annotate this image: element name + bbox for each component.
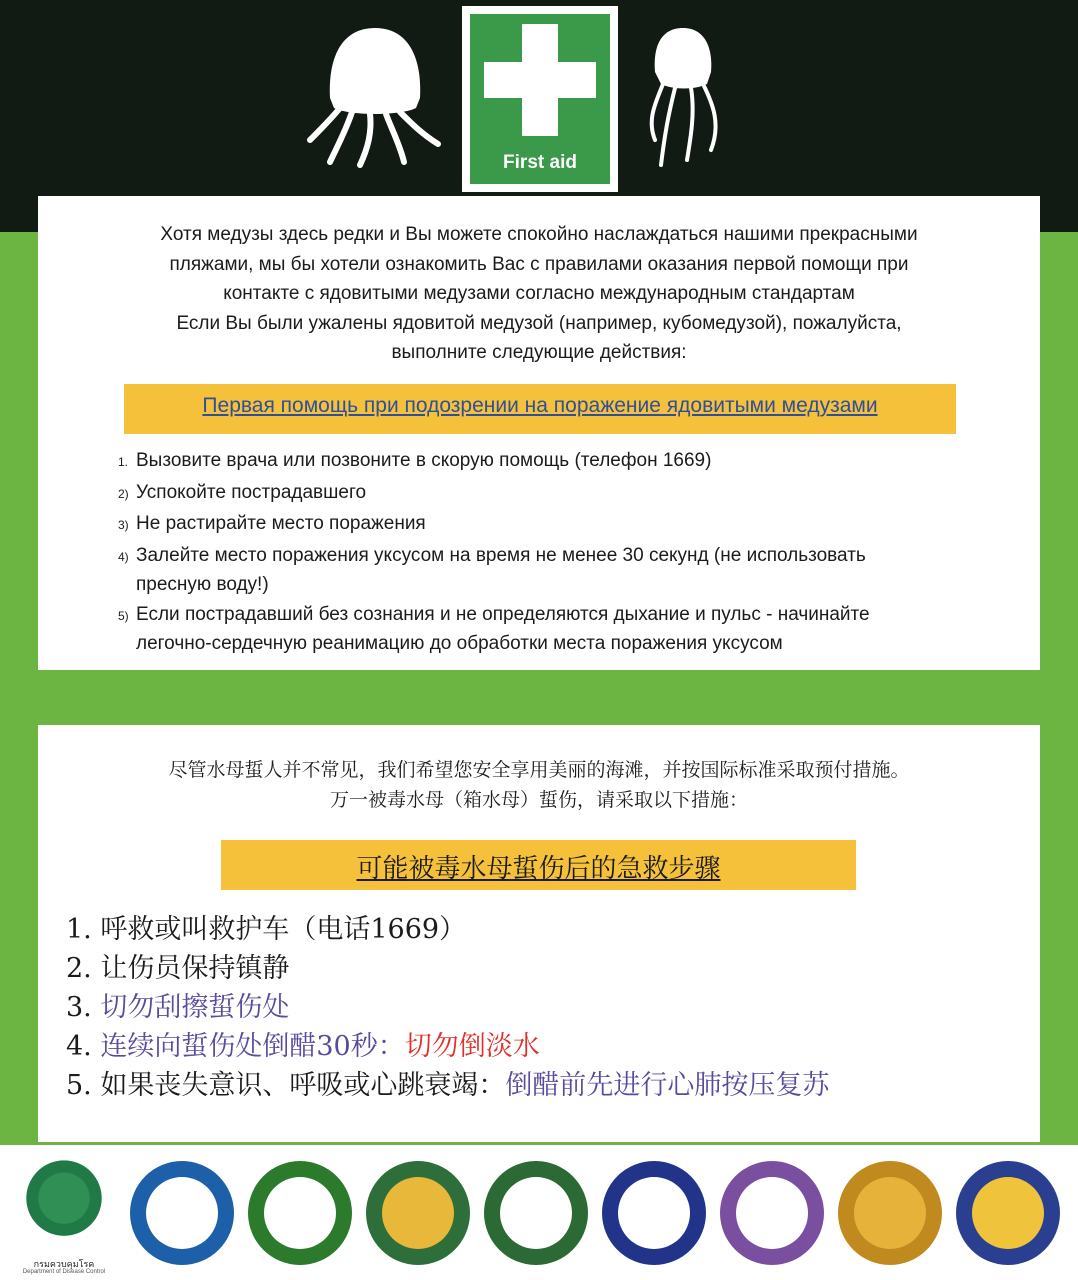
chinese-panel — [38, 725, 1040, 1142]
list-item — [66, 910, 1026, 949]
intro-line: 尽管水母蜇人并不常见，我们希望您安全享用美丽的海滩，并按国际标准采取预付措施。 — [168, 759, 910, 781]
national-parks-emblem — [362, 1157, 474, 1269]
list-item — [66, 1066, 1026, 1105]
step-text-continued: легочно-сердечную реанимацию до обработки места поражения уксусом — [136, 633, 783, 654]
list-item — [118, 600, 1018, 659]
marine-coastal-resources-emblem — [126, 1157, 238, 1269]
step-warning: 切勿倒淡水 — [404, 1031, 540, 1062]
first-aid-label: First aid — [503, 152, 577, 173]
local-administration-emblem — [480, 1157, 592, 1269]
step-number: 1. — [118, 455, 129, 469]
step-text: 呼救或叫救护车（电话1669） — [100, 914, 467, 945]
step-number: 4. — [66, 1031, 101, 1062]
step-text: 连续向蜇伤处倒醋30秒： — [100, 1031, 405, 1062]
intro-line: Если Вы были ужалены ядовитой медузой (например, кубомедузой), пожалуйста, — [176, 312, 902, 334]
step-number: 3. — [66, 992, 101, 1023]
first-aid-panel — [470, 14, 610, 184]
step-number: 2) — [118, 486, 129, 501]
list-item — [118, 478, 1018, 510]
step-text: 切勿刮擦蜇伤处 — [100, 992, 290, 1023]
chinese-steps — [66, 910, 1026, 1105]
chinese-banner — [221, 840, 856, 890]
step-text-continued: пресную воду!) — [136, 574, 269, 595]
intro-line: 万一被毒水母（箱水母）蜇伤，请采取以下措施： — [329, 789, 748, 811]
jellyfish-right-icon — [635, 20, 730, 170]
russian-banner — [124, 384, 956, 434]
logo-caption: กรมควบคุมโรค — [33, 1259, 95, 1269]
provincial-organization-emblem — [598, 1157, 710, 1269]
list-item — [66, 1027, 1026, 1066]
burapha-university-emblem — [834, 1157, 946, 1269]
step-text: 让伤员保持镇静 — [100, 953, 290, 984]
step-number: 1. — [66, 914, 101, 945]
intro-line: выполните следующие действия: — [391, 342, 687, 363]
step-text: Вызовите врача или позвоните в скорую помощь (телефон 1669) — [136, 450, 712, 471]
russian-panel — [38, 196, 1040, 670]
step-emphasis: 倒醋前先进行心肺按压复苏 — [505, 1070, 830, 1101]
partner-logos-strip — [0, 1145, 1078, 1280]
step-number: 3) — [118, 518, 129, 532]
step-text: 如果丧失意识、呼吸或心跳衰竭： — [100, 1070, 506, 1101]
chiang-mai-university-emblem — [716, 1157, 828, 1269]
list-item — [118, 446, 1018, 478]
russian-steps — [118, 446, 1018, 659]
step-text: Успокойте пострадавшего — [136, 481, 367, 503]
step-number: 2. — [66, 953, 101, 984]
intro-line: контакте с ядовитыми медузами согласно международным стандартам — [223, 283, 855, 304]
step-number: 5) — [118, 608, 129, 623]
list-item — [66, 949, 1026, 988]
navy-anchor-emblem — [244, 1157, 356, 1269]
jellyfish-left-icon — [300, 20, 450, 170]
mahidol-university-emblem — [952, 1157, 1064, 1269]
step-number: 4) — [118, 549, 129, 564]
chinese-intro — [58, 755, 1020, 815]
step-text: Залейте место поражения уксусом на время не менее 30 секунд (не использовать — [136, 544, 866, 566]
russian-banner-title: Первая помощь при подозрении на поражение ядовитыми медузами — [202, 394, 878, 417]
russian-intro — [68, 220, 1010, 368]
list-item — [66, 988, 1026, 1027]
step-number: 5. — [66, 1070, 101, 1101]
list-item — [118, 509, 1018, 541]
step-text: Если пострадавший без сознания и не определяются дыхание и пульс - начинайте — [136, 603, 870, 625]
first-aid-sign — [462, 6, 618, 192]
logo-caption-english: Department of Disease Control — [22, 1269, 106, 1275]
step-text: Не растирайте место поражения — [136, 513, 426, 534]
intro-line: Хотя медузы здесь редки и Вы можете спокойно наслаждаться нашими прекрасными — [160, 224, 918, 245]
list-item — [118, 541, 1018, 600]
chinese-banner-title: 可能被毒水母蜇伤后的急救步骤 — [356, 854, 721, 884]
ministry-public-health-emblem — [8, 1157, 120, 1275]
intro-line: пляжами, мы бы хотели ознакомить Вас с правилами оказания первой помощи при — [169, 253, 909, 275]
first-aid-cross-icon — [470, 14, 610, 144]
